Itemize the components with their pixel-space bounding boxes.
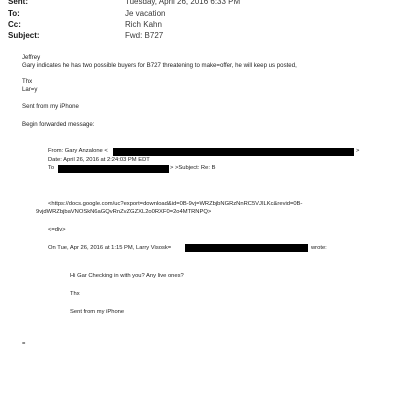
quoted-line-1: Hi Gar Checking in with you? Any live ones? (70, 273, 184, 279)
sent-label: Sent: (8, 0, 28, 6)
body-line-1: Gary indicates he has two possible buyers for B727 threatening to make=offer, he will keep us posted, (22, 62, 297, 69)
forwarded-date: Date: April 26, 2016 at 2:24:03 PM EDT (48, 157, 150, 163)
greeting: Jeffrey (22, 54, 41, 61)
redaction-bar (58, 165, 169, 173)
body-thx: Thx (22, 78, 33, 85)
body-signoff: Lar=y (22, 86, 38, 93)
forwarded-from-end: > (356, 148, 360, 154)
cc-value: Rich Kahn (125, 20, 162, 29)
sent-value: Tuesday, April 26, 2016 6:33 PM (125, 0, 241, 6)
forwarded-to: To (48, 165, 55, 171)
cc-label: Cc: (8, 20, 21, 29)
forwarded-to-subject: > >Subject: Re: B (170, 165, 216, 171)
link-line-2: 9vjdWRZbjbaVNOSkN6aGQvRnZvZGZXL2o0RXF0=2o4MTRNPQ> (36, 209, 212, 215)
sent-from-iphone: Sent from my iPhone (22, 103, 79, 110)
subject-label: Subject: (8, 31, 40, 40)
redaction-bar (113, 148, 354, 156)
wrote: wrote: (311, 245, 327, 251)
to-label: To: (8, 9, 20, 18)
quoted-sent-from: Sent from my iPhone (70, 309, 125, 315)
to-value: Je vacation (125, 9, 166, 18)
div-tag: <=div> (48, 227, 66, 233)
begin-forwarded: Begin forwarded message: (22, 121, 95, 128)
trailing-equals: = (22, 341, 26, 347)
on-tue-line: On Tue, Apr 26, 2016 at 1:15 PM, Larry Visosk= (48, 245, 172, 251)
link-line-1: <https://docs.google.com/uc?export=download&id=0B-9vj=WRZbjbNGRzNnRC5VJILKc&revid=0B- (48, 201, 303, 207)
redaction-bar (185, 244, 308, 252)
quoted-thx: Thx (70, 291, 80, 297)
subject-value: Fwd: B727 (125, 31, 164, 40)
forwarded-from: From: Gary Anzalone < (48, 148, 108, 154)
